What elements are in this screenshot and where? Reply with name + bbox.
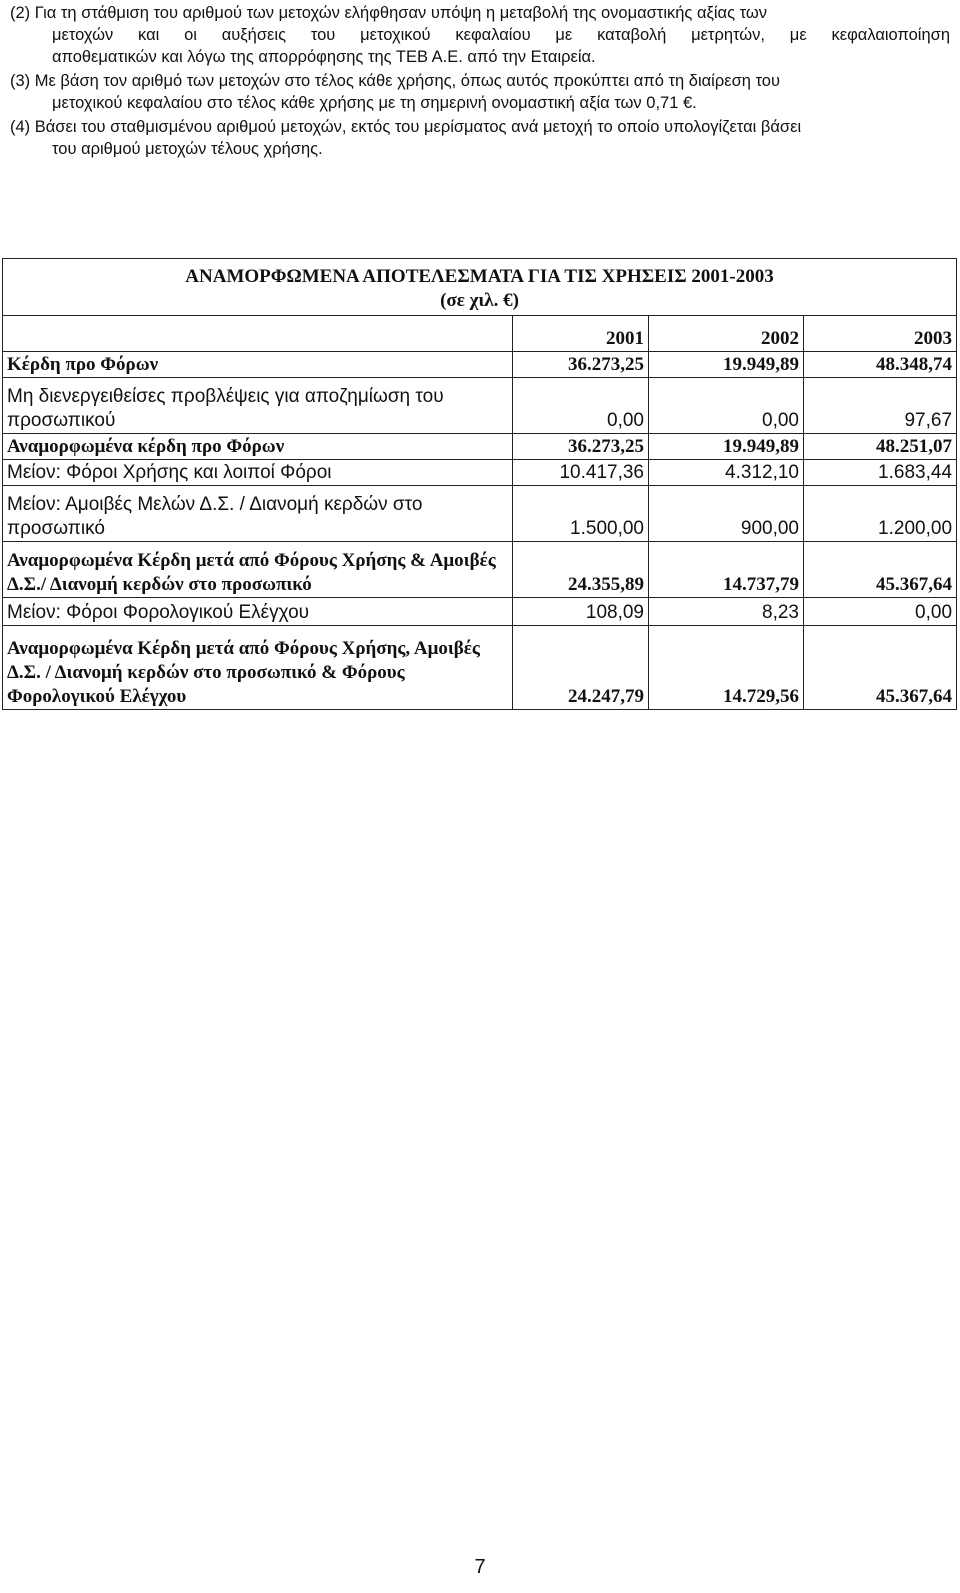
table-subtitle: (σε χιλ. €) <box>440 290 519 311</box>
footnote-4 <box>10 116 950 160</box>
row-label: Κέρδη προ Φόρων <box>3 352 513 378</box>
row-value-2003: 45.367,64 <box>804 626 957 710</box>
row-label: Μη διενεργειθείσες προβλέψεις για αποζημίωση του προσωπικού <box>3 378 513 434</box>
row-label: Αναμορφωμένα Κέρδη μετά από Φόρους Χρήσης & Αμοιβές Δ.Σ./ Διανομή κερδών στο προσωπικό <box>3 542 513 598</box>
row-value-2002: 8,23 <box>649 598 804 626</box>
row-value-2002: 19.949,89 <box>649 434 804 460</box>
row-label: Αναμορφωμένα Κέρδη μετά από Φόρους Χρήσης, Αμοιβές Δ.Σ. / Διανομή κερδών στο προσωπικό & Φόρους Φορολογικού Ελέγχου <box>3 626 513 710</box>
row-value-2002: 19.949,89 <box>649 352 804 378</box>
footnote-4-line1: (4) Βάσει του σταθμισμένου αριθμού μετοχών, εκτός του μερίσματος ανά μετοχή το οποίο υπολογίζεται βάσει <box>10 118 802 136</box>
row-value-2001: 108,09 <box>513 598 649 626</box>
row-value-2003: 45.367,64 <box>804 542 957 598</box>
footnote-3-line2: μετοχικού κεφαλαίου στο τέλος κάθε χρήσης με τη σημερινή ονομαστική αξία των 0,71 €. <box>52 94 697 112</box>
footnote-2-line2: μετοχών και οι αυξήσεις του μετοχικού κεφαλαίου με καταβολή μετρητών, με κεφαλαιοποίηση <box>52 26 950 44</box>
year-2001: 2001 <box>513 316 649 352</box>
table-title: ΑΝΑΜΟΡΦΩΜΕΝΑ ΑΠΟΤΕΛΕΣΜΑΤΑ ΓΙΑ ΤΙΣ ΧΡΗΣΕΙΣ 2001-2003 <box>185 266 774 287</box>
year-2003: 2003 <box>804 316 957 352</box>
table-row <box>3 352 957 378</box>
footnote-3-line1: (3) Με βάση τον αριθμό των μετοχών στο τέλος κάθε χρήσης, όπως αυτός προκύπτει από τη διαίρεση του <box>10 72 780 90</box>
row-value-2001: 24.247,79 <box>513 626 649 710</box>
footnote-3 <box>10 70 950 114</box>
row-value-2002: 14.737,79 <box>649 542 804 598</box>
row-value-2001: 36.273,25 <box>513 434 649 460</box>
row-value-2003: 0,00 <box>804 598 957 626</box>
footnotes <box>10 0 950 160</box>
row-value-2002: 14.729,56 <box>649 626 804 710</box>
table-title-cell <box>3 259 957 316</box>
footnote-2 <box>10 2 950 68</box>
row-value-2002: 4.312,10 <box>649 460 804 486</box>
table-row <box>3 542 957 598</box>
footnote-2-line1: (2) Για τη στάθμιση του αριθμού των μετοχών ελήφθησαν υπόψη η μεταβολή της ονομαστικής αξίας των <box>10 4 768 22</box>
footnote-4-line2: του αριθμού μετοχών τέλους χρήσης. <box>52 140 323 158</box>
row-value-2003: 1.200,00 <box>804 486 957 542</box>
row-label: Μείον: Αμοιβές Μελών Δ.Σ. / Διανομή κερδών στο προσωπικό <box>3 486 513 542</box>
table-title-row <box>3 259 957 316</box>
row-value-2001: 10.417,36 <box>513 460 649 486</box>
year-header-row <box>3 316 957 352</box>
row-value-2003: 48.251,07 <box>804 434 957 460</box>
footnote-2-line3: αποθεματικών και λόγω της απορρόφησης της ΤΕΒ Α.Ε. από την Εταιρεία. <box>52 48 596 66</box>
row-label: Μείον: Φόροι Χρήσης και λοιποί Φόροι <box>3 460 513 486</box>
row-value-2003: 97,67 <box>804 378 957 434</box>
row-value-2001: 36.273,25 <box>513 352 649 378</box>
table-row <box>3 460 957 486</box>
row-label: Μείον: Φόροι Φορολογικού Ελέγχου <box>3 598 513 626</box>
table-row <box>3 486 957 542</box>
row-value-2001: 1.500,00 <box>513 486 649 542</box>
row-value-2003: 1.683,44 <box>804 460 957 486</box>
row-label: Αναμορφωμένα κέρδη προ Φόρων <box>3 434 513 460</box>
table-row <box>3 378 957 434</box>
year-2002: 2002 <box>649 316 804 352</box>
row-value-2001: 24.355,89 <box>513 542 649 598</box>
restated-results-table <box>2 258 957 710</box>
header-empty-cell <box>3 316 513 352</box>
table-row <box>3 598 957 626</box>
page-number: 7 <box>474 1556 486 1578</box>
row-value-2002: 0,00 <box>649 378 804 434</box>
row-value-2003: 48.348,74 <box>804 352 957 378</box>
table-row <box>3 434 957 460</box>
table-row <box>3 626 957 710</box>
row-value-2002: 900,00 <box>649 486 804 542</box>
row-value-2001: 0,00 <box>513 378 649 434</box>
